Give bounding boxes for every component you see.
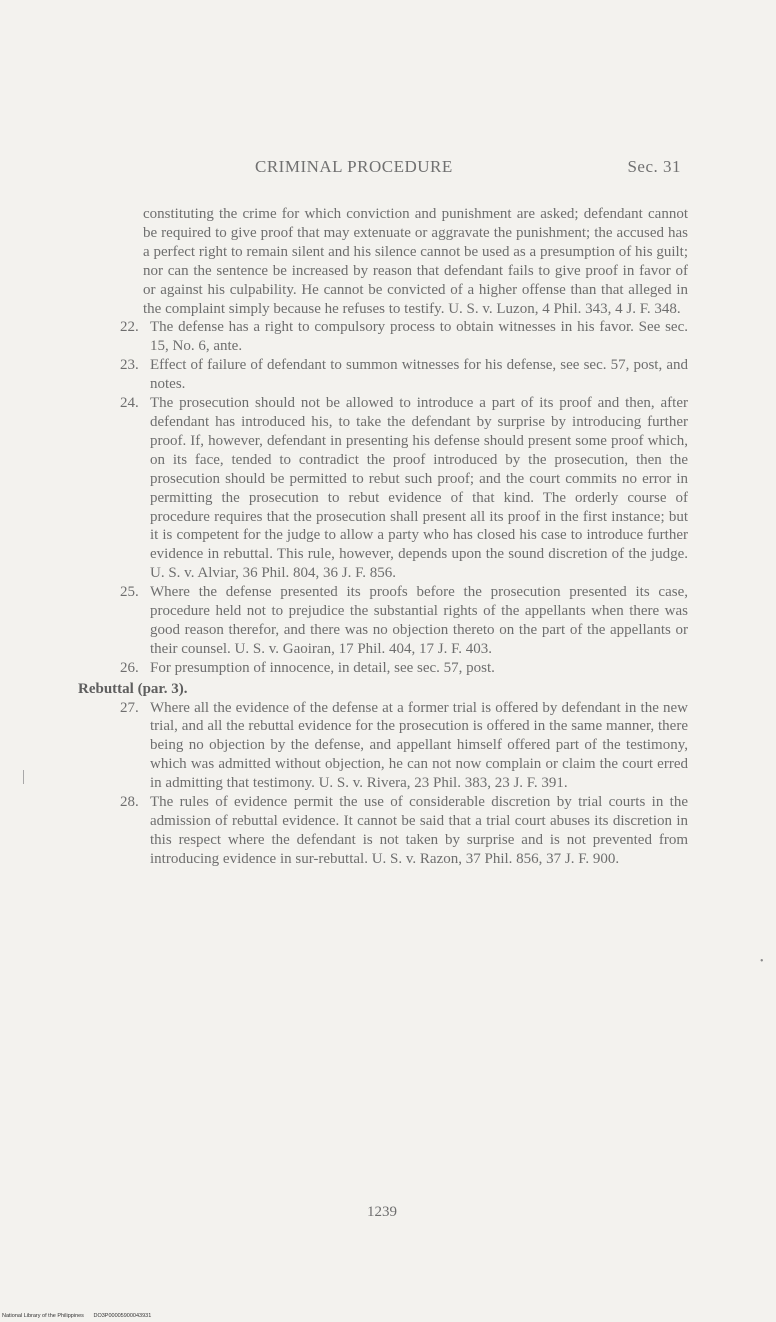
note-item	[88, 318, 688, 356]
scan-dot: •	[760, 956, 764, 967]
library-name: National Library of the Philippines	[2, 1313, 84, 1319]
scan-mark	[23, 770, 24, 784]
note-text: The rules of evidence permit the use of considerable discretion by trial courts in the admission of rebuttal evidence. It cannot be said that a trial court abuses its discretion in this respect where the defendant is not taken by surprise and is not prevented from introducing evidence in sur-rebuttal. U. S. v. Razon, 37 Phil. 856, 37 J. F. 900.	[150, 794, 688, 867]
note-number: 23.	[120, 357, 139, 374]
note-text: The defense has a right to compulsory process to obtain witnesses in his favor. See sec. 15, No. 6, ante.	[150, 319, 688, 355]
note-item	[88, 394, 688, 583]
note-item	[88, 699, 688, 794]
note-item	[88, 659, 688, 678]
note-item	[88, 583, 688, 659]
page-number: 1239	[367, 1204, 397, 1220]
continued-paragraph: constituting the crime for which conviction and punishment are asked; defendant cannot be required to give proof that may extenuate or aggravate the punishment; the accused has a perfect right to remain silent and his silence cannot be used as a presumption of his guilt; nor can the sentence be increased by reason that defendant fails to give proof in favor of or against his culpability. He cannot be convicted of a higher offense than that alleged in the complaint simply because he refuses to testify. U. S. v. Luzon, 4 Phil. 343, 4 J. F. 348.	[143, 206, 688, 317]
note-number: 22.	[120, 319, 139, 336]
running-title: CRIMINAL PROCEDURE	[255, 157, 453, 176]
note-text: Where the defense presented its proofs before the prosecution presented its case, procedure held not to prejudice the substantial rights of the appellants when there was good reason therefor, and there was no objection thereto on the part of the appellants or their counsel. U. S. v. Gaoiran, 17 Phil. 404, 17 J. F. 403.	[150, 584, 688, 657]
section-number: Sec. 31	[627, 157, 681, 176]
note-number: 24.	[120, 395, 139, 412]
notes-list	[88, 318, 688, 677]
note-text: Effect of failure of defendant to summon witnesses for his defense, see sec. 57, post, and notes.	[150, 357, 688, 393]
note-text: For presumption of innocence, in detail, see sec. 57, post.	[150, 659, 495, 676]
scan-code: DO3P00005900043931	[93, 1313, 152, 1319]
note-item	[88, 356, 688, 394]
scan-footer	[2, 1313, 159, 1319]
rebuttal-heading: Rebuttal (par. 3).	[78, 680, 188, 697]
note-number: 25.	[120, 584, 139, 601]
note-number: 27.	[120, 699, 139, 716]
note-item	[88, 793, 688, 869]
rebuttal-notes-list	[88, 699, 688, 869]
note-number: 28.	[120, 794, 139, 811]
page-body	[78, 205, 688, 869]
note-text: Where all the evidence of the defense at a former trial is offered by defendant in the new trial, and all the rebuttal evidence for the prosecution is offered in the same manner, there being no objection by the defense, and appellant himself offered part of the testimony, which was admitted without objection, he can not now complain or claim the court erred in admitting that testimony. U. S. v. Rivera, 23 Phil. 383, 23 J. F. 391.	[150, 699, 688, 792]
note-number: 26.	[120, 659, 139, 676]
note-text: The prosecution should not be allowed to introduce a part of its proof and then, after defendant has introduced his, to take the defendant by surprise by introducing further proof. If, however, defendant in presenting his defense should present some proof which, on its face, tended to contradict the proof introduced by the prosecution, then the prosecution should be permitted to rebut such proof; and the court commits no error in permitting the prosecution to rebut evidence of that kind. The orderly course of procedure requires that the prosecution shall present all its proof in the first instance; but it is competent for the judge to allow a party who has closed his case to introduce further evidence in rebuttal. This rule, however, depends upon the sound discretion of the judge. U. S. v. Alviar, 36 Phil. 804, 36 J. F. 856.	[150, 395, 688, 582]
